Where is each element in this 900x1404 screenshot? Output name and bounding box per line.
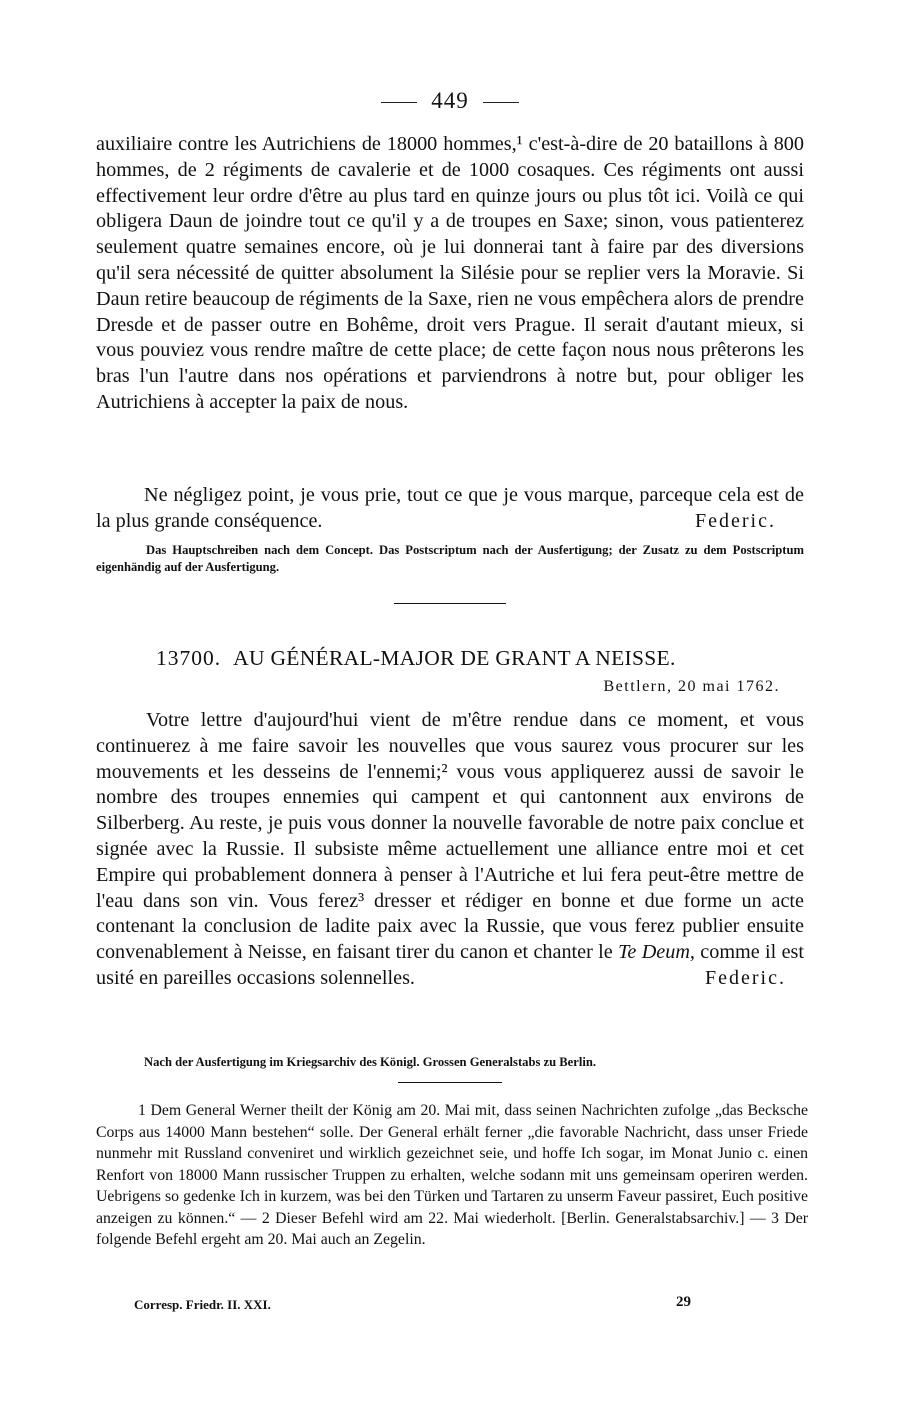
signature-mark-left: Corresp. Friedr. II. XXI. (134, 1297, 271, 1312)
closing-paragraph (96, 483, 804, 535)
te-deum-italic: Te Deum, (618, 941, 695, 964)
continued-letter-text (96, 132, 804, 416)
signature-1: Federic. (695, 509, 776, 532)
letter-place-date: Bettlern, 20 mai 1762. (603, 678, 780, 695)
footnotes (96, 1100, 808, 1251)
source-note-2: Nach der Ausfertigung im Kriegsarchiv des Königl. Grossen Generalstabs zu Berlin. (144, 1055, 596, 1069)
letter-heading (156, 646, 676, 671)
footnote-text: 1 Dem General Werner theilt der König am 20. Mai mit, dass seinen Nachrichten zufolge „das Becksche Corps aus 14000 Mann bestehen“ solle. Der General erhält ferner „die favorable Nachricht, dass unser Friede nunmehr mit Russland conveniret und wirklich gezeichnet seie, und hoffe Ich sogar, im Monat Junio c. einen Renfort von 18000 Mann russischer Truppen zu erhalten, welche sodann mit uns gemeinsam operiren werden. Uebrigens so gedenke Ich in kurzem, was bei den Türken und Tartaren zu unserm Faveur passiret, Euch positive anzeigen zu können.“ — 2 Dieser Befehl wird am 22. Mai wiederholt. [Berlin. Generalstabsarchiv.] — 3 Der folgende Befehl ergeht am 20. Mai auch an Zegelin. (96, 1102, 808, 1248)
signature-mark-right: 29 (676, 1294, 691, 1310)
page-header (0, 88, 900, 114)
header-dash-left (381, 102, 417, 103)
section-divider (394, 603, 506, 604)
closing-paragraph-block (96, 483, 804, 535)
footnote-divider (398, 1082, 502, 1083)
letter-number: 13700. (156, 646, 222, 670)
continued-paragraph: auxiliaire contre les Autrichiens de 18000 hommes,¹ c'est-à-dire de 20 bataillons à 800 hommes, de 2 régiments de cavalerie et de 1000 cosaques. Ces régiments ont aussi effectivement leur ordre d'être au plus tard en quinze jours ou plus tôt ici. Voilà ce qui obligera Daun de joindre tout ce qu'il y a de troupes en Saxe; sinon, vous patienterez seulement quatre semaines encore, où je lui donnerai tant à faire par des diversions qu'il sera nécessité de quitter absolument la Silésie pour se replier vers la Moravie. Si Daun retire beaucoup de régiments de la Saxe, rien ne vous empêchera alors de prendre Dresde et de passer outre en Bohême, droit vers Prague. Il serait d'autant mieux, si vous pouviez vous rendre maître de cette place; de cette façon nous nous prêterons les bras l'un l'autre dans nos opérations et parviendrons à notre but, pour obliger les Autrichiens à accepter la paix de nous. (96, 133, 804, 413)
source-note-1: Das Hauptschreiben nach dem Concept. Das Postscriptum nach der Ausfertigung; der Zusatz zu dem Postscriptum eigenhändig auf der Ausfertigung. (96, 543, 804, 574)
signature-2: Federic. (705, 966, 786, 989)
page-number: 449 (431, 88, 469, 113)
letter-body (96, 708, 804, 992)
letter-title: AU GÉNÉRAL-MAJOR DE GRANT A NEISSE. (233, 646, 676, 670)
letter-text-end: comme il est usité en pareilles occasions solennelles. (96, 941, 805, 989)
closing-text: Ne négligez point, je vous prie, tout ce que je vous marque, parceque cela est de la plus grande conséquence. (96, 484, 804, 532)
header-dash-right (483, 102, 519, 103)
letter-paragraph (96, 708, 804, 992)
letter-text-main: Votre lettre d'aujourd'hui vient de m'être rendue dans ce moment, et vous continuerez à me faire savoir les nouvelles que vous saurez vous procurer sur les mouvements et les desseins de l'ennemi;² vous vous appliquerez aussi de savoir le nombre des troupes ennemies qui campent et qui cantonnent aux environs de Silberberg. Au reste, je puis vous donner la nouvelle favorable de notre paix conclue et signée avec la Russie. Il subsiste même actuellement une alliance entre moi et cet Empire qui probablement donnera à penser à l'Autriche et lui fera peut-être mettre de l'eau dans son vin. Vous ferez³ dresser et rédiger en bonne et due forme un acte contenant la conclusion de ladite paix avec la Russie, que vous ferez publier ensuite convenablement à Neisse, en faisant tirer du canon et chanter le (96, 709, 804, 964)
